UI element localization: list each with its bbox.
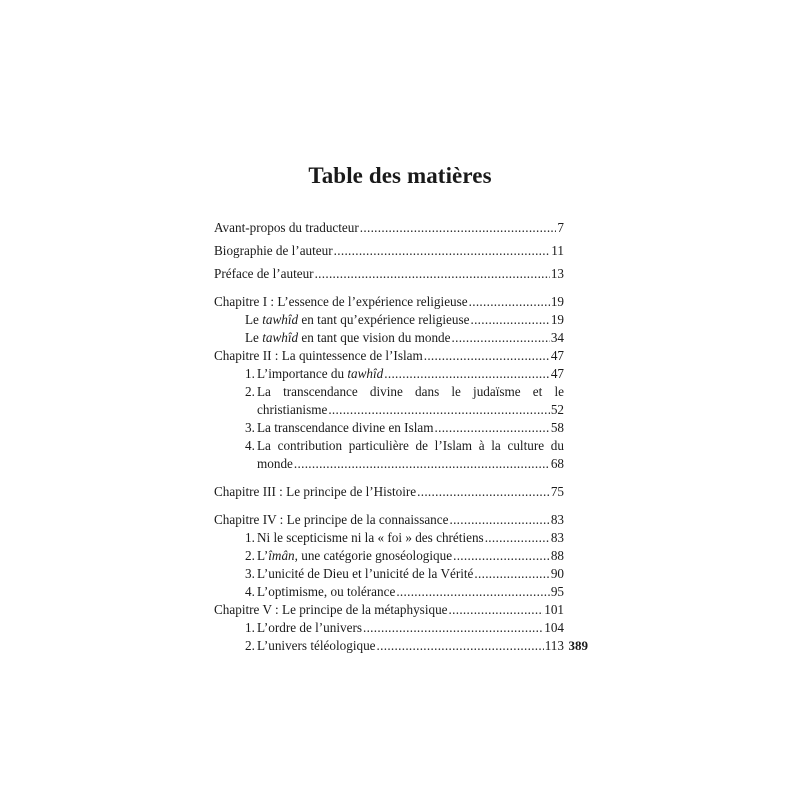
- dot-leader: [294, 455, 550, 473]
- toc-entry-title: Chapitre II : La quintessence de l’Islam: [214, 348, 423, 363]
- toc-entry-number: 2.: [245, 548, 255, 563]
- toc-subentry: [214, 583, 564, 601]
- dot-leader: [474, 565, 549, 583]
- toc-entry-number: 1.: [245, 366, 255, 381]
- toc-subentry: [214, 547, 564, 565]
- toc-entry-title: L’univers téléologique: [257, 638, 376, 653]
- toc-page-number: 19: [550, 312, 564, 327]
- toc-entry-title: Préface de l’auteur: [214, 266, 314, 281]
- toc-page-number: 58: [550, 420, 564, 435]
- toc-page-number: 113: [544, 638, 564, 653]
- toc-subentry: [214, 383, 564, 419]
- toc-entry-number: 3.: [245, 566, 255, 581]
- toc-entry: [214, 219, 564, 237]
- toc-page-number: 101: [544, 602, 564, 617]
- toc-page-number: 83: [550, 530, 564, 545]
- dot-leader: [449, 601, 544, 619]
- dot-leader: [452, 329, 550, 347]
- toc-chapter-entry: [214, 347, 564, 365]
- toc-subentry: [214, 619, 564, 637]
- toc-entry: [214, 265, 564, 283]
- toc-entry-title: Le tawhîd en tant que vision du monde: [245, 330, 451, 345]
- dot-leader: [396, 583, 549, 601]
- toc-subentry: [214, 529, 564, 547]
- toc-subentry: [214, 365, 564, 383]
- toc-page-number: 19: [550, 294, 564, 309]
- toc-entry: [214, 242, 564, 260]
- toc-entry-number: 1.: [245, 620, 255, 635]
- dot-leader: [360, 219, 557, 237]
- toc-entry-title: L’optimisme, ou tolérance: [257, 584, 396, 599]
- toc-page-number: 104: [544, 620, 564, 635]
- toc-entry-title-first-line: La contribution particulière de l’Islam à la culture du: [257, 438, 564, 453]
- toc-entry-number: 3.: [245, 420, 255, 435]
- toc-entry-title-first-line: La transcendance divine dans le judaïsme et le: [257, 384, 564, 399]
- dot-leader: [384, 365, 550, 383]
- toc-entry-title: Chapitre IV : Le principe de la connaissance: [214, 512, 449, 527]
- dot-leader: [453, 547, 550, 565]
- page-title: Table des matières: [308, 163, 492, 188]
- table-of-contents: [214, 219, 564, 655]
- toc-subentry: [214, 637, 564, 655]
- toc-page-number: 75: [550, 484, 564, 499]
- toc-entry-title: christianisme: [257, 402, 328, 417]
- toc-entry-title: Ni le scepticisme ni la « foi » des chrétiens: [257, 530, 484, 545]
- toc-page-number: 47: [550, 366, 564, 381]
- toc-page-number: 52: [550, 402, 564, 417]
- toc-page-number: 13: [550, 266, 564, 281]
- dot-leader: [424, 347, 550, 365]
- toc-entry-title: Chapitre III : Le principe de l’Histoire: [214, 484, 417, 499]
- toc-page-number: 68: [550, 456, 564, 471]
- toc-subentry: [214, 311, 564, 329]
- dot-leader: [377, 637, 544, 655]
- dot-leader: [469, 293, 550, 311]
- toc-entry-title: L’îmân, une catégorie gnoséologique: [257, 548, 453, 563]
- toc-page-number: 83: [550, 512, 564, 527]
- toc-entry-number: 2.: [245, 638, 255, 653]
- toc-entry-title: L’ordre de l’univers: [257, 620, 362, 635]
- toc-subentry: [214, 437, 564, 473]
- toc-entry-number: 2.: [245, 384, 255, 399]
- toc-entry-title: Biographie de l’auteur: [214, 243, 333, 258]
- toc-chapter-entry: [214, 483, 564, 501]
- toc-entry-title: Chapitre V : Le principe de la métaphysique: [214, 602, 448, 617]
- toc-page-number: 34: [550, 330, 564, 345]
- toc-chapter-entry: [214, 511, 564, 529]
- toc-subentry: [214, 565, 564, 583]
- dot-leader: [417, 483, 550, 501]
- toc-subentry: [214, 419, 564, 437]
- toc-chapter-entry: [214, 601, 564, 619]
- toc-entry-title: Chapitre I : L’essence de l’expérience religieuse: [214, 294, 468, 309]
- dot-leader: [334, 242, 551, 260]
- toc-entry-number: 4.: [245, 584, 255, 599]
- dot-leader: [470, 311, 549, 329]
- toc-entry-title: Le tawhîd en tant qu’expérience religieuse: [245, 312, 470, 327]
- toc-page-number: 88: [550, 548, 564, 563]
- toc-entry-number: 1.: [245, 530, 255, 545]
- toc-page-number: 47: [550, 348, 564, 363]
- dot-leader: [363, 619, 543, 637]
- toc-chapter-entry: [214, 293, 564, 311]
- toc-page-number: 7: [557, 220, 564, 235]
- toc-entry-title: L’unicité de Dieu et l’unicité de la Vérité: [257, 566, 474, 581]
- dot-leader: [485, 529, 550, 547]
- toc-page-number: 95: [550, 584, 564, 599]
- page-number: 389: [568, 638, 588, 653]
- dot-leader: [328, 401, 549, 419]
- toc-entry-title: Avant-propos du traducteur: [214, 220, 359, 235]
- toc-entry-title: monde: [257, 456, 293, 471]
- toc-subentry: [214, 329, 564, 347]
- toc-entry-title: L’importance du tawhîd: [257, 366, 384, 381]
- dot-leader: [315, 265, 550, 283]
- toc-entry-title: La transcendance divine en Islam: [257, 420, 434, 435]
- toc-page-number: 90: [550, 566, 564, 581]
- toc-entry-number: 4.: [245, 438, 255, 453]
- dot-leader: [435, 419, 550, 437]
- dot-leader: [449, 511, 549, 529]
- toc-page-number: 11: [551, 243, 564, 258]
